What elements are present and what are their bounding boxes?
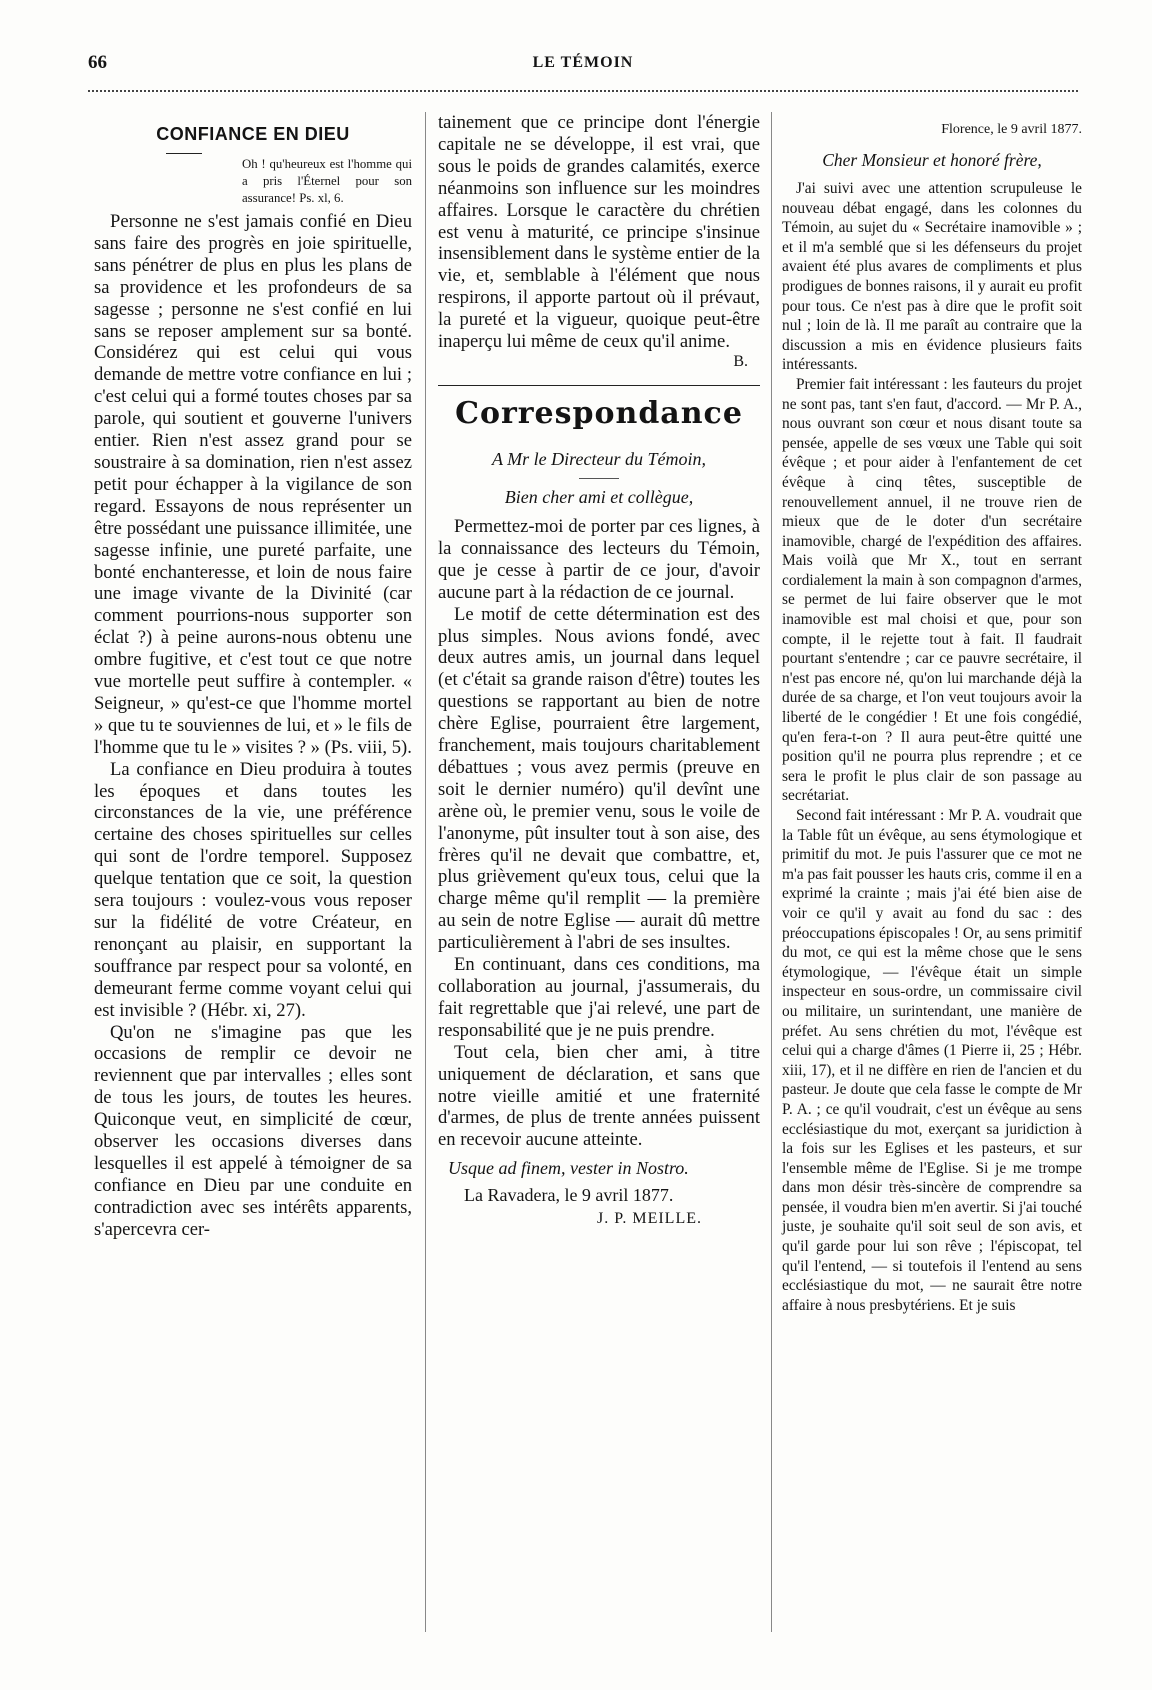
page-number: 66 xyxy=(88,52,107,73)
letter-salutation: Bien cher ami et collègue, xyxy=(504,486,694,507)
column-2 xyxy=(438,112,760,1228)
letter-signature: J. P. MEILLE. xyxy=(597,1210,702,1228)
header-rule xyxy=(88,90,1078,92)
paragraph: En continuant, dans ces conditions, ma collaboration au journal, j'assumerais, du fait regrettable que j'ai relevé, une part de responsabilité que je ne puis prendre. xyxy=(438,954,760,1041)
column-1 xyxy=(94,112,412,1241)
letter-address: A Mr le Directeur du Témoin, xyxy=(492,448,706,469)
paragraph: Second fait intéressant : Mr P. A. voudrait que la Table fût un évêque, au sens étymologique et primitif du mot. Je puis l'assurer que ce mot ne m'a pas fait pousser les hauts cris, comme il en a exprimé la crainte ; mais j'ai été bien aise de voir ce qu'il y avait au fond du sac : des préoccupations épiscopales ! Or, au sens primitif du mot, ce qui est la même chose que le sens étymologique, — l'évêque était un simple inspecteur en sous-ordre, un commissaire civil ou militaire, un surintendant, une manière de préfet. Au sens chrétien du mot, l'évêque est celui qui a charge d'âmes (1 Pierre ii, 25 ; Hébr. xiii, 17), et il ne diffère en rien de l'ancien et du pasteur. Je doute que cela fasse le compte de Mr P. A. ; ce qu'il voudrait, c'est un évêque au sens ecclésiastique du mot, exerçant sa juridiction à la fois sur les Eglises et les pasteurs, et sur l'ensemble même de l'Eglise. Si je me trompe dans mon désir très-sincère de comprendre sa pensée, il voudra bien m'en avertir. Si j'ai touché juste, je souhaite qu'il soit seul de son avis, et qu'il garde pour lui son rêve ; l'épiscopat, tel qu'il l'entend, — si toutefois il l'entend au sens ecclésiastique du mot, — ne saurait être notre affaire à nous presbytériens. Et je suis xyxy=(782,807,1082,1314)
paragraph: Permettez-moi de porter par ces lignes, à la connaissance des lecteurs du Témoin, que je cesse à partir de ce jour, d'avoir aucune part à la rédaction de ce journal. xyxy=(438,515,760,603)
paragraph: Premier fait intéressant : les fauteurs du projet ne sont pas, tant s'en faut, d'accord. — Mr P. A., nous ouvrant son cœur et nous disant toute sa pensée, appelle de ses vœux une Table qui soit évêque ; et pour aider à l'enfantement de cet évêque à cinq têtes, susceptible de renouvellement annuel, il ne trouve rien de mieux que de le doter d'un secrétaire inamovible, chargé de l'expédition des affaires. Mais voilà que Mr X., tout en serrant cordialement la main à son compagnon d'armes, se permet de lui faire observer que le mot inamovible est mal choisi et que, pour son compte, il le rejette tout à fait. Il faudrait pourtant s'entendre ; car ce pauvre secrétaire, il n'est pas encore né, qu'on lui marchande déjà la durée de sa charge, et l'on veut toujours avoir la liberté de le congédier ! Et une fois congédié, qu'en fera-t-on ? Il aura peut-être quitté une position qu'il ne pourra plus reprendre ; et ce sera le profit le plus clair de son passage au secrétariat. xyxy=(782,375,1082,805)
paragraph: Personne ne s'est jamais confié en Dieu sans faire des progrès en joie spirituelle, sans pénétrer de plus en plus les plans de sa providence et les profondeurs de sa sagesse ; personne ne s'est confié en lui sans se reposer amplement sur sa bonté. Considérez qui est celui qui vous demande de mettre votre confiance en lui ; c'est celui qui a formé toutes choses par sa parole, qui soutient et gouverne l'univers entier. Rien n'est assez grand pour se soustraire à sa domination, rien n'est assez petit pour échapper à la vigilance de son regard. Essayons de nous représenter un être possédant une puissance illimitée, une sagesse infinie, une pureté parfaite, une bonté enchanteresse, et loin de nous faire une image vivante de la Divinité (car comment pourrions-nous supporter son éclat ?) à peine aurons-nous obtenu une ombre fugitive, et c'est tout ce que notre vue mortelle peut suffire à contempler. « Seigneur, » qu'est-ce que l'homme mortel » que tu te souviennes de lui, et » le fils de l'homme que tu le » visites ? » (Ps. viii, 5). xyxy=(94,211,412,758)
paragraph: J'ai suivi avec une attention scrupuleuse le nouveau débat engagé, dans les colonnes du Témoin, au sujet du « Secrétaire inamovible » ; et il m'a semblé que si les défenseurs du projet avaient été plus avares de compliments et plus prodigues de bonnes raisons, il y aurait eu profit pour tous. Ce n'est pas à dire que le profit soit nul ; loin de là. Il me paraît au contraire que la discussion a mis en évidence plusieurs faits intéressants. xyxy=(782,180,1082,374)
section-title: Correspondance xyxy=(455,395,743,431)
article-title: CONFIANCE EN DIEU xyxy=(156,124,350,144)
paragraph: La confiance en Dieu produira à toutes les époques et dans toutes les circonstances de la vie, une préférence certaine des choses spirituelles sur celles qui sont de l'ordre temporel. Supposez quelque tentation que ce soit, la question sera toujours : voulez-vous vous reposer sur la fidélité de votre Créateur, en renonçant au plaisir, en supportant la souffrance par respect pour sa volonté, en demeurant ferme comme voyant celui qui est invisible ? (Hébr. xi, 27). xyxy=(94,758,412,1021)
title-rule xyxy=(166,153,202,154)
article-initial: B. xyxy=(733,352,748,370)
letter-place-date: Florence, le 9 avril 1877. xyxy=(941,122,1082,137)
epigraph: Oh ! qu'heureux est l'homme qui a pris l'Éternel pour son assurance! Ps. xl, 6. xyxy=(242,157,412,205)
paragraph: Qu'on ne s'imagine pas que les occasions de remplir ce devoir ne reviennent que par intervalles ; elles sont de tous les jours, de toutes les heures. Quiconque veut, en simplicité de cœur, observer les occasions diverses dans lesquelles il est appelé à témoigner de sa confiance en Dieu par une conduite en contradiction avec ses intérêts apparents, s'apercevra cer- xyxy=(94,1021,412,1240)
column-3 xyxy=(782,112,1082,1315)
column-divider xyxy=(425,112,426,1632)
letter-greeting: Cher Monsieur et honoré frère, xyxy=(822,150,1042,170)
letter-place-date: La Ravadera, le 9 avril 1877. xyxy=(464,1185,674,1206)
address-rule xyxy=(579,478,619,479)
letter-closing: Usque ad finem, vester in Nostro. xyxy=(448,1158,689,1179)
journal-title: LE TÉMOIN xyxy=(532,54,634,71)
paragraph: Le motif de cette détermination est des plus simples. Nous avions fondé, avec deux autres amis, un journal dans lequel (et c'était sa grande raison d'être) toutes les questions se rapportant au bien de notre chère Eglise, pourraient être largement, franchement, mais toujours charitablement débattues ; vous avez permis (preuve en soit le dernier numéro) qu'il devînt une arène où, le premier venu, sous le voile de l'anonyme, pût insulter tout à son aise, des frères qu'il ne devait que combattre, et, plus grièvement qu'eux tous, celui que la charge même qu'il remplit — la première au sein de notre Eglise — aurait dû mettre particulièrement à l'abri de ses insultes. xyxy=(438,603,760,954)
paragraph: Tout cela, bien cher ami, à titre uniquement de déclaration, et sans que notre vieille amitié et une fraternité d'armes, de plus de trente années puissent en recevoir aucune atteinte. xyxy=(438,1041,760,1151)
page-header xyxy=(88,52,1078,88)
article-continuation: tainement que ce principe dont l'énergie capitale ne se développe, il est vrai, que sous le poids de grandes calamités, exerce néanmoins son influence sur les moindres affaires. Lorsque le caractère du chrétien est venu à maturité, ce principe s'insinue insensiblement dans le système entier de la vie, et, semblable à l'élément que nous respirons, il apporte partout où il prévaut, la pureté et la vigueur, quoique peut-être inaperçu lui même de ceux qu'il anime. xyxy=(438,112,760,353)
section-rule xyxy=(438,385,760,386)
column-divider xyxy=(771,112,772,1632)
